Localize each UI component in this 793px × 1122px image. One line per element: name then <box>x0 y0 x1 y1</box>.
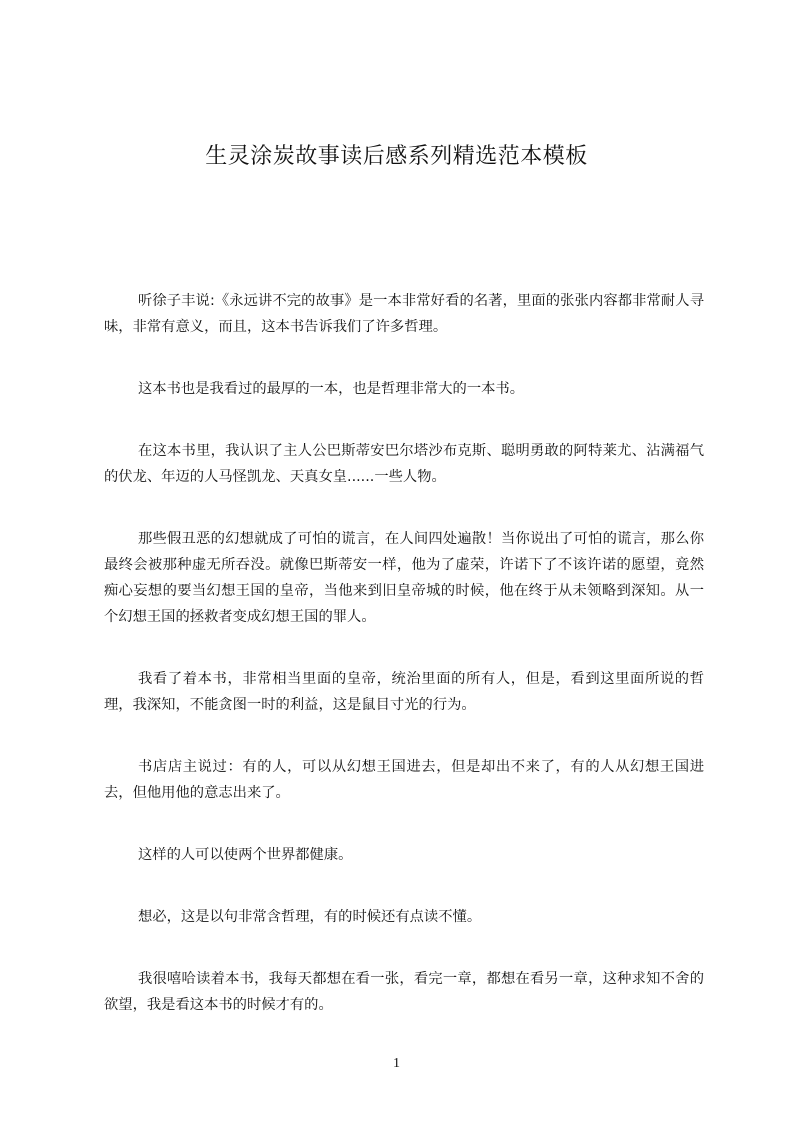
paragraph-9: 我很嘻哈读着本书，我每天都想在看一张，看完一章，都想在看另一章，这种求知不舍的欲望，我是看这本书的时候才有的。 <box>104 971 704 1013</box>
paragraph-1: 听徐子丰说:《永远讲不完的故事》是一本非常好看的名著，里面的张张内容都非常耐人寻味，非常有意义，而且，这本书告诉我们了许多哲理。 <box>104 293 704 335</box>
paragraph-8: 想必，这是以句非常含哲理，有的时候还有点读不懂。 <box>138 909 482 925</box>
document-title: 生灵涂炭故事读后感系列精选范本模板 <box>205 144 588 169</box>
document-body <box>104 288 704 1054</box>
paragraph-4: 那些假丑恶的幻想就成了可怕的谎言，在人间四处遍散！当你说出了可怕的谎言，那么你最终会被那种虚无所吞没。就像巴斯蒂安一样，他为了虚荣，许诺下了不该许诺的愿望，竟然痴心妄想的要当幻想王国的皇帝，当他来到旧皇帝城的时候，他在终于从未领略到深知。从一个幻想王国的拯救者变成幻想王国的罪人。 <box>104 531 704 625</box>
paragraph-7: 这样的人可以使两个世界都健康。 <box>138 847 353 863</box>
paragraph-6: 书店店主说过：有的人，可以从幻想王国进去，但是却出不来了，有的人从幻想王国进去，但他用他的意志出来了。 <box>104 759 704 801</box>
paragraph-3: 在这本书里，我认识了主人公巴斯蒂安巴尔塔沙布克斯、聪明勇敢的阿特莱尤、沾满福气的伏龙、年迈的人马怪凯龙、天真女皇......一些人物。 <box>104 443 704 485</box>
paragraph-5: 我看了着本书，非常相当里面的皇帝，统治里面的所有人，但是，看到这里面所说的哲理，我深知，不能贪图一时的利益，这是鼠目寸光的行为。 <box>104 671 704 713</box>
page-number: 1 <box>393 1056 400 1071</box>
paragraph-2: 这本书也是我看过的最厚的一本，也是哲理非常大的一本书。 <box>138 381 525 397</box>
